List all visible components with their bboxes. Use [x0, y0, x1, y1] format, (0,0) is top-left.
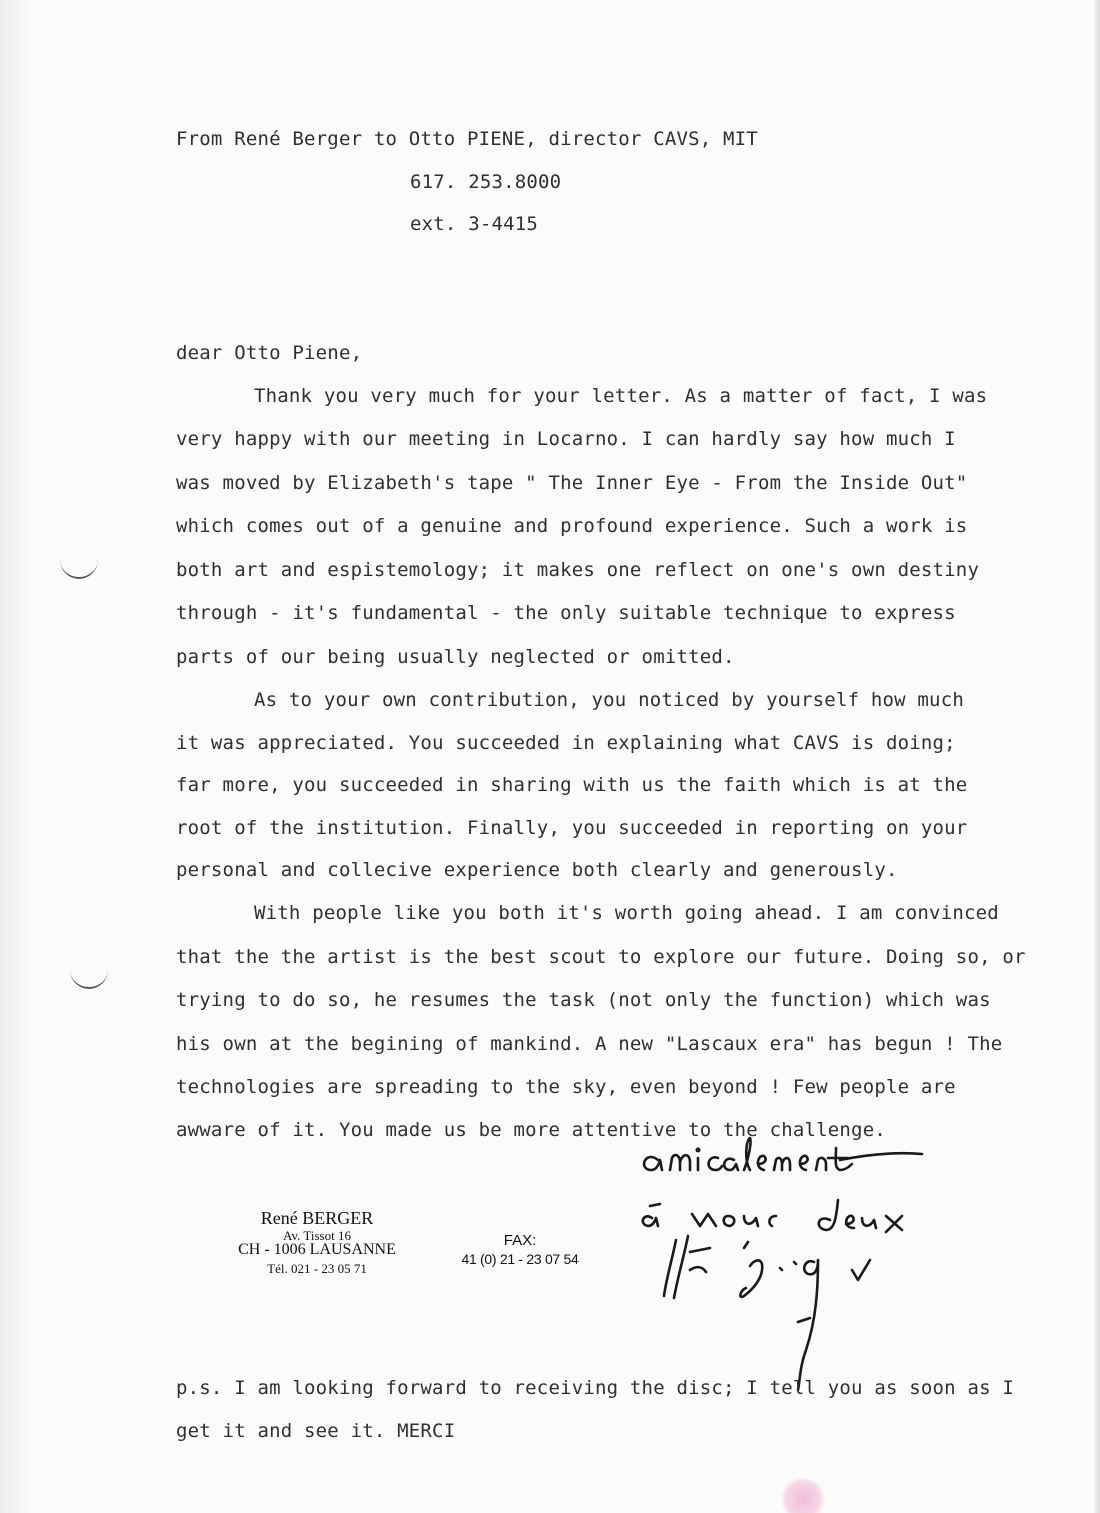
- salutation: dear Otto Piene,: [176, 342, 363, 364]
- letterhead-city: CH - 1006 LAUSANNE: [238, 1241, 396, 1258]
- phone-number: 617. 253.8000: [410, 171, 562, 193]
- paragraph-line: which comes out of a genuine and profound experience. Such a work is: [176, 515, 968, 537]
- paragraph-line: very happy with our meeting in Locarno. I can hardly say how much I: [176, 428, 956, 450]
- paragraph-line: parts of our being usually neglected or omitted.: [176, 646, 735, 668]
- fax-number: 41 (0) 21 - 23 07 54: [461, 1251, 579, 1267]
- pink-stamp-mark: [780, 1478, 826, 1513]
- handwritten-signature: [630, 1120, 960, 1420]
- paragraph-line: trying to do so, he resumes the task (not only the function) which was: [176, 989, 991, 1011]
- postscript-line: get it and see it. MERCI: [176, 1420, 456, 1442]
- paragraph-line: Thank you very much for your letter. As a matter of fact, I was: [254, 385, 988, 407]
- paragraph-line: personal and collecive experience both clearly and generously.: [176, 859, 898, 881]
- paragraph-line: technologies are spreading to the sky, even beyond ! Few people are: [176, 1076, 956, 1098]
- punch-hole: [70, 965, 108, 989]
- page-shadow-right: [1094, 0, 1100, 1513]
- postscript-line: p.s. I am looking forward to receiving the disc; I tell you as soon as I: [176, 1377, 1015, 1399]
- paragraph-line: his own at the begining of mankind. A new "Lascaux era" has begun ! The: [176, 1033, 1003, 1055]
- paragraph-line: With people like you both it's worth going ahead. I am convinced: [254, 902, 999, 924]
- paragraph-line: that the the artist is the best scout to explore our future. Doing so, or: [176, 946, 1026, 968]
- paragraph-line: awware of it. You made us be more attentive to the challenge.: [176, 1119, 886, 1141]
- phone-extension: ext. 3-4415: [410, 213, 539, 235]
- letterhead-name: René BERGER: [260, 1208, 374, 1228]
- page-shadow-left: [0, 0, 30, 1513]
- punch-hole: [60, 555, 98, 579]
- fax-label: FAX:: [503, 1232, 537, 1249]
- paragraph-line: root of the institution. Finally, you succeeded in reporting on your: [176, 817, 968, 839]
- paragraph-line: As to your own contribution, you noticed by yourself how much: [254, 689, 964, 711]
- paragraph-line: it was appreciated. You succeeded in explaining what CAVS is doing;: [176, 732, 956, 754]
- paragraph-line: was moved by Elizabeth's tape " The Inner Eye - From the Inside Out": [176, 472, 968, 494]
- paragraph-line: through - it's fundamental - the only suitable technique to express: [176, 602, 956, 624]
- letterhead-street: Av. Tissot 16: [283, 1228, 351, 1243]
- paragraph-line: both art and espistemology; it makes one reflect on one's own destiny: [176, 559, 980, 581]
- from-line: From René Berger to Otto PIENE, director CAVS, MIT: [176, 128, 758, 150]
- paragraph-line: far more, you succeeded in sharing with us the faith which is at the: [176, 774, 968, 796]
- letterhead-telephone: Tél. 021 - 23 05 71: [267, 1261, 367, 1276]
